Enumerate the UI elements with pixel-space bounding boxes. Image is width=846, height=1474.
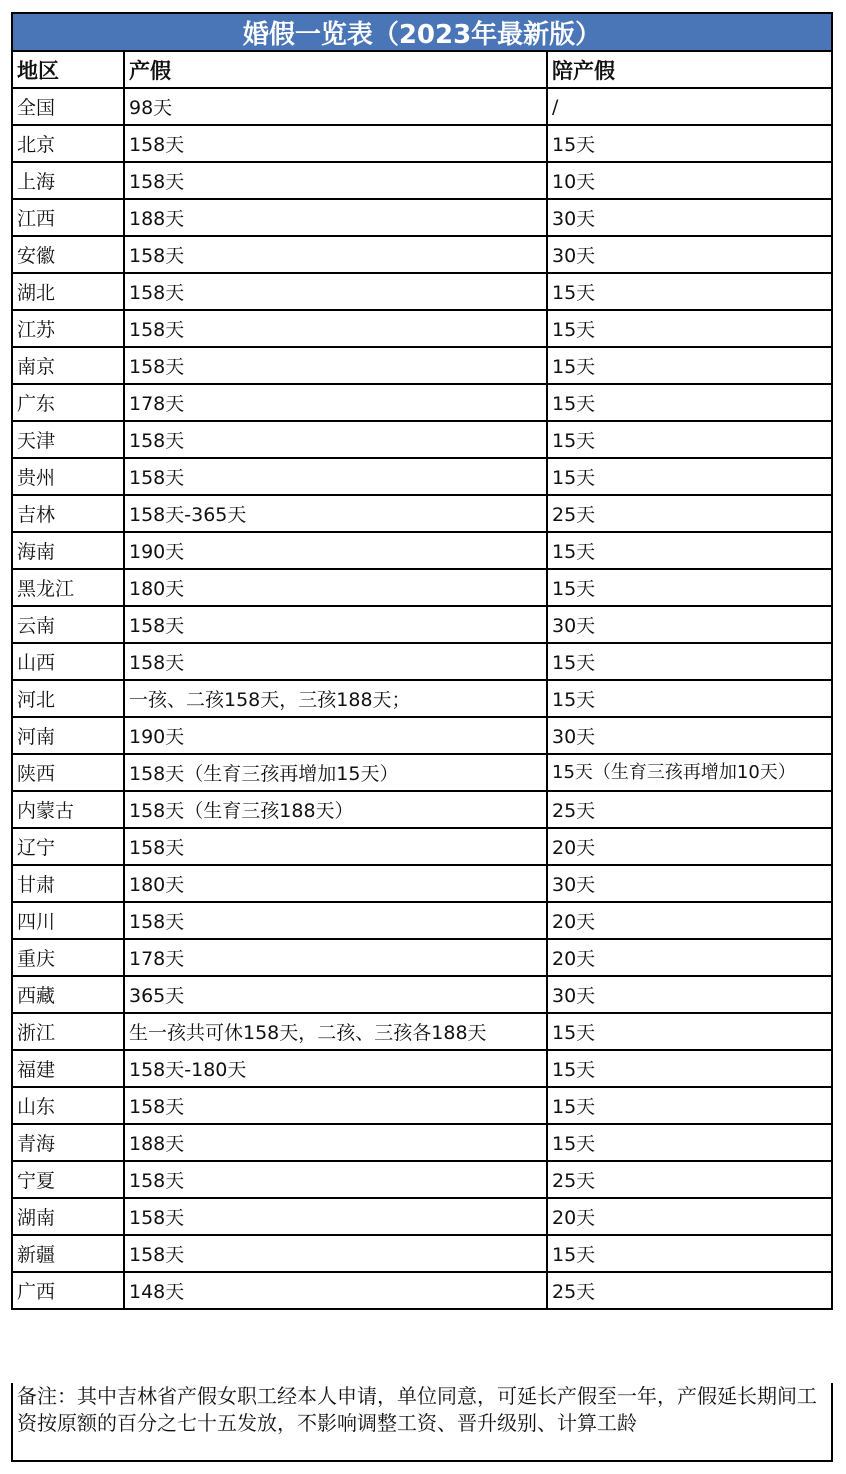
maternity-cell: 158天 bbox=[124, 236, 547, 273]
maternity-cell: 158天 bbox=[124, 902, 547, 939]
maternity-cell: 158天 bbox=[124, 347, 547, 384]
region-cell: 内蒙古 bbox=[13, 791, 124, 828]
table-row bbox=[13, 902, 831, 939]
paternity-cell: 15天 bbox=[547, 643, 831, 680]
table-row bbox=[13, 606, 831, 643]
footnote: 备注：其中吉林省产假女职工经本人申请，单位同意，可延长产假至一年，产假延长期间工资按原额的百分之七十五发放，不影响调整工资、晋升级别、计算工龄 bbox=[11, 1383, 833, 1462]
maternity-cell: 158天 bbox=[124, 458, 547, 495]
header-row bbox=[13, 52, 831, 88]
region-cell: 海南 bbox=[13, 532, 124, 569]
paternity-cell: 15天 bbox=[547, 310, 831, 347]
maternity-cell: 158天 bbox=[124, 1198, 547, 1235]
paternity-cell: 10天 bbox=[547, 162, 831, 199]
region-cell: 福建 bbox=[13, 1050, 124, 1087]
table-row bbox=[13, 754, 831, 791]
maternity-cell: 158天 bbox=[124, 828, 547, 865]
maternity-cell: 158天 bbox=[124, 606, 547, 643]
paternity-cell: 15天 bbox=[547, 421, 831, 458]
paternity-cell: 15天 bbox=[547, 1013, 831, 1050]
maternity-cell: 158天-365天 bbox=[124, 495, 547, 532]
region-cell: 江西 bbox=[13, 199, 124, 236]
table-row bbox=[13, 532, 831, 569]
region-cell: 广东 bbox=[13, 384, 124, 421]
table-row bbox=[13, 88, 831, 125]
table-row bbox=[13, 791, 831, 828]
table-row bbox=[13, 347, 831, 384]
table-row bbox=[13, 1235, 831, 1272]
leave-table bbox=[13, 52, 831, 1310]
maternity-cell: 158天 bbox=[124, 643, 547, 680]
table-row bbox=[13, 680, 831, 717]
table-row bbox=[13, 717, 831, 754]
maternity-cell: 148天 bbox=[124, 1272, 547, 1309]
region-cell: 四川 bbox=[13, 902, 124, 939]
paternity-cell: 20天 bbox=[547, 828, 831, 865]
paternity-cell: 15天 bbox=[547, 1124, 831, 1161]
paternity-cell: 15天 bbox=[547, 1050, 831, 1087]
table-row bbox=[13, 643, 831, 680]
maternity-cell: 158天 bbox=[124, 162, 547, 199]
paternity-cell: 15天 bbox=[547, 458, 831, 495]
region-cell: 上海 bbox=[13, 162, 124, 199]
maternity-cell: 158天 bbox=[124, 273, 547, 310]
paternity-cell: 25天 bbox=[547, 1161, 831, 1198]
paternity-cell: 30天 bbox=[547, 236, 831, 273]
maternity-cell: 158天（生育三孩188天） bbox=[124, 791, 547, 828]
paternity-cell: 25天 bbox=[547, 791, 831, 828]
table-row bbox=[13, 828, 831, 865]
table-row bbox=[13, 458, 831, 495]
maternity-cell: 158天 bbox=[124, 421, 547, 458]
region-cell: 河北 bbox=[13, 680, 124, 717]
region-cell: 新疆 bbox=[13, 1235, 124, 1272]
region-cell: 黑龙江 bbox=[13, 569, 124, 606]
paternity-cell: 30天 bbox=[547, 976, 831, 1013]
region-cell: 贵州 bbox=[13, 458, 124, 495]
paternity-cell: 30天 bbox=[547, 606, 831, 643]
table-row bbox=[13, 421, 831, 458]
table-row bbox=[13, 1198, 831, 1235]
paternity-cell: 15天 bbox=[547, 569, 831, 606]
region-cell: 西藏 bbox=[13, 976, 124, 1013]
region-cell: 江苏 bbox=[13, 310, 124, 347]
paternity-cell: 30天 bbox=[547, 199, 831, 236]
paternity-cell: 15天 bbox=[547, 532, 831, 569]
table-row bbox=[13, 1161, 831, 1198]
maternity-cell: 180天 bbox=[124, 865, 547, 902]
paternity-cell: 15天 bbox=[547, 347, 831, 384]
header-maternity: 产假 bbox=[124, 52, 547, 88]
paternity-cell: 15天 bbox=[547, 384, 831, 421]
region-cell: 全国 bbox=[13, 88, 124, 125]
maternity-cell: 180天 bbox=[124, 569, 547, 606]
region-cell: 湖北 bbox=[13, 273, 124, 310]
maternity-cell: 365天 bbox=[124, 976, 547, 1013]
region-cell: 山西 bbox=[13, 643, 124, 680]
maternity-cell: 178天 bbox=[124, 384, 547, 421]
maternity-cell: 一孩、二孩158天，三孩188天； bbox=[124, 680, 547, 717]
region-cell: 甘肃 bbox=[13, 865, 124, 902]
table-row bbox=[13, 199, 831, 236]
maternity-cell: 158天 bbox=[124, 125, 547, 162]
region-cell: 吉林 bbox=[13, 495, 124, 532]
paternity-cell: / bbox=[547, 88, 831, 125]
region-cell: 天津 bbox=[13, 421, 124, 458]
maternity-cell: 生一孩共可休158天，二孩、三孩各188天 bbox=[124, 1013, 547, 1050]
table-row bbox=[13, 569, 831, 606]
table-row bbox=[13, 1013, 831, 1050]
maternity-cell: 190天 bbox=[124, 532, 547, 569]
table-row bbox=[13, 236, 831, 273]
maternity-cell: 188天 bbox=[124, 199, 547, 236]
table-row bbox=[13, 125, 831, 162]
leave-table-sheet bbox=[11, 12, 833, 1310]
paternity-cell: 25天 bbox=[547, 1272, 831, 1309]
table-row bbox=[13, 865, 831, 902]
table-row bbox=[13, 1124, 831, 1161]
region-cell: 宁夏 bbox=[13, 1161, 124, 1198]
maternity-cell: 158天 bbox=[124, 310, 547, 347]
table-row bbox=[13, 310, 831, 347]
paternity-cell: 20天 bbox=[547, 902, 831, 939]
paternity-cell: 30天 bbox=[547, 865, 831, 902]
table-row bbox=[13, 1272, 831, 1309]
region-cell: 云南 bbox=[13, 606, 124, 643]
maternity-cell: 178天 bbox=[124, 939, 547, 976]
paternity-cell: 25天 bbox=[547, 495, 831, 532]
paternity-cell: 15天（生育三孩再增加10天） bbox=[547, 754, 831, 791]
table-title: 婚假一览表（2023年最新版） bbox=[13, 14, 831, 52]
region-cell: 浙江 bbox=[13, 1013, 124, 1050]
region-cell: 辽宁 bbox=[13, 828, 124, 865]
table-row bbox=[13, 939, 831, 976]
region-cell: 重庆 bbox=[13, 939, 124, 976]
table-row bbox=[13, 273, 831, 310]
paternity-cell: 15天 bbox=[547, 680, 831, 717]
maternity-cell: 158天 bbox=[124, 1087, 547, 1124]
paternity-cell: 30天 bbox=[547, 717, 831, 754]
region-cell: 河南 bbox=[13, 717, 124, 754]
paternity-cell: 20天 bbox=[547, 1198, 831, 1235]
paternity-cell: 15天 bbox=[547, 125, 831, 162]
maternity-cell: 158天 bbox=[124, 1161, 547, 1198]
maternity-cell: 188天 bbox=[124, 1124, 547, 1161]
region-cell: 北京 bbox=[13, 125, 124, 162]
maternity-cell: 98天 bbox=[124, 88, 547, 125]
region-cell: 青海 bbox=[13, 1124, 124, 1161]
table-row bbox=[13, 1087, 831, 1124]
region-cell: 山东 bbox=[13, 1087, 124, 1124]
region-cell: 陕西 bbox=[13, 754, 124, 791]
paternity-cell: 15天 bbox=[547, 1087, 831, 1124]
paternity-cell: 20天 bbox=[547, 939, 831, 976]
table-row bbox=[13, 162, 831, 199]
table-row bbox=[13, 495, 831, 532]
header-paternity: 陪产假 bbox=[547, 52, 831, 88]
maternity-cell: 190天 bbox=[124, 717, 547, 754]
maternity-cell: 158天 bbox=[124, 1235, 547, 1272]
maternity-cell: 158天（生育三孩再增加15天） bbox=[124, 754, 547, 791]
table-row bbox=[13, 1050, 831, 1087]
header-region: 地区 bbox=[13, 52, 124, 88]
paternity-cell: 15天 bbox=[547, 273, 831, 310]
paternity-cell: 15天 bbox=[547, 1235, 831, 1272]
region-cell: 广西 bbox=[13, 1272, 124, 1309]
region-cell: 湖南 bbox=[13, 1198, 124, 1235]
maternity-cell: 158天-180天 bbox=[124, 1050, 547, 1087]
region-cell: 安徽 bbox=[13, 236, 124, 273]
region-cell: 南京 bbox=[13, 347, 124, 384]
table-row bbox=[13, 384, 831, 421]
table-row bbox=[13, 976, 831, 1013]
